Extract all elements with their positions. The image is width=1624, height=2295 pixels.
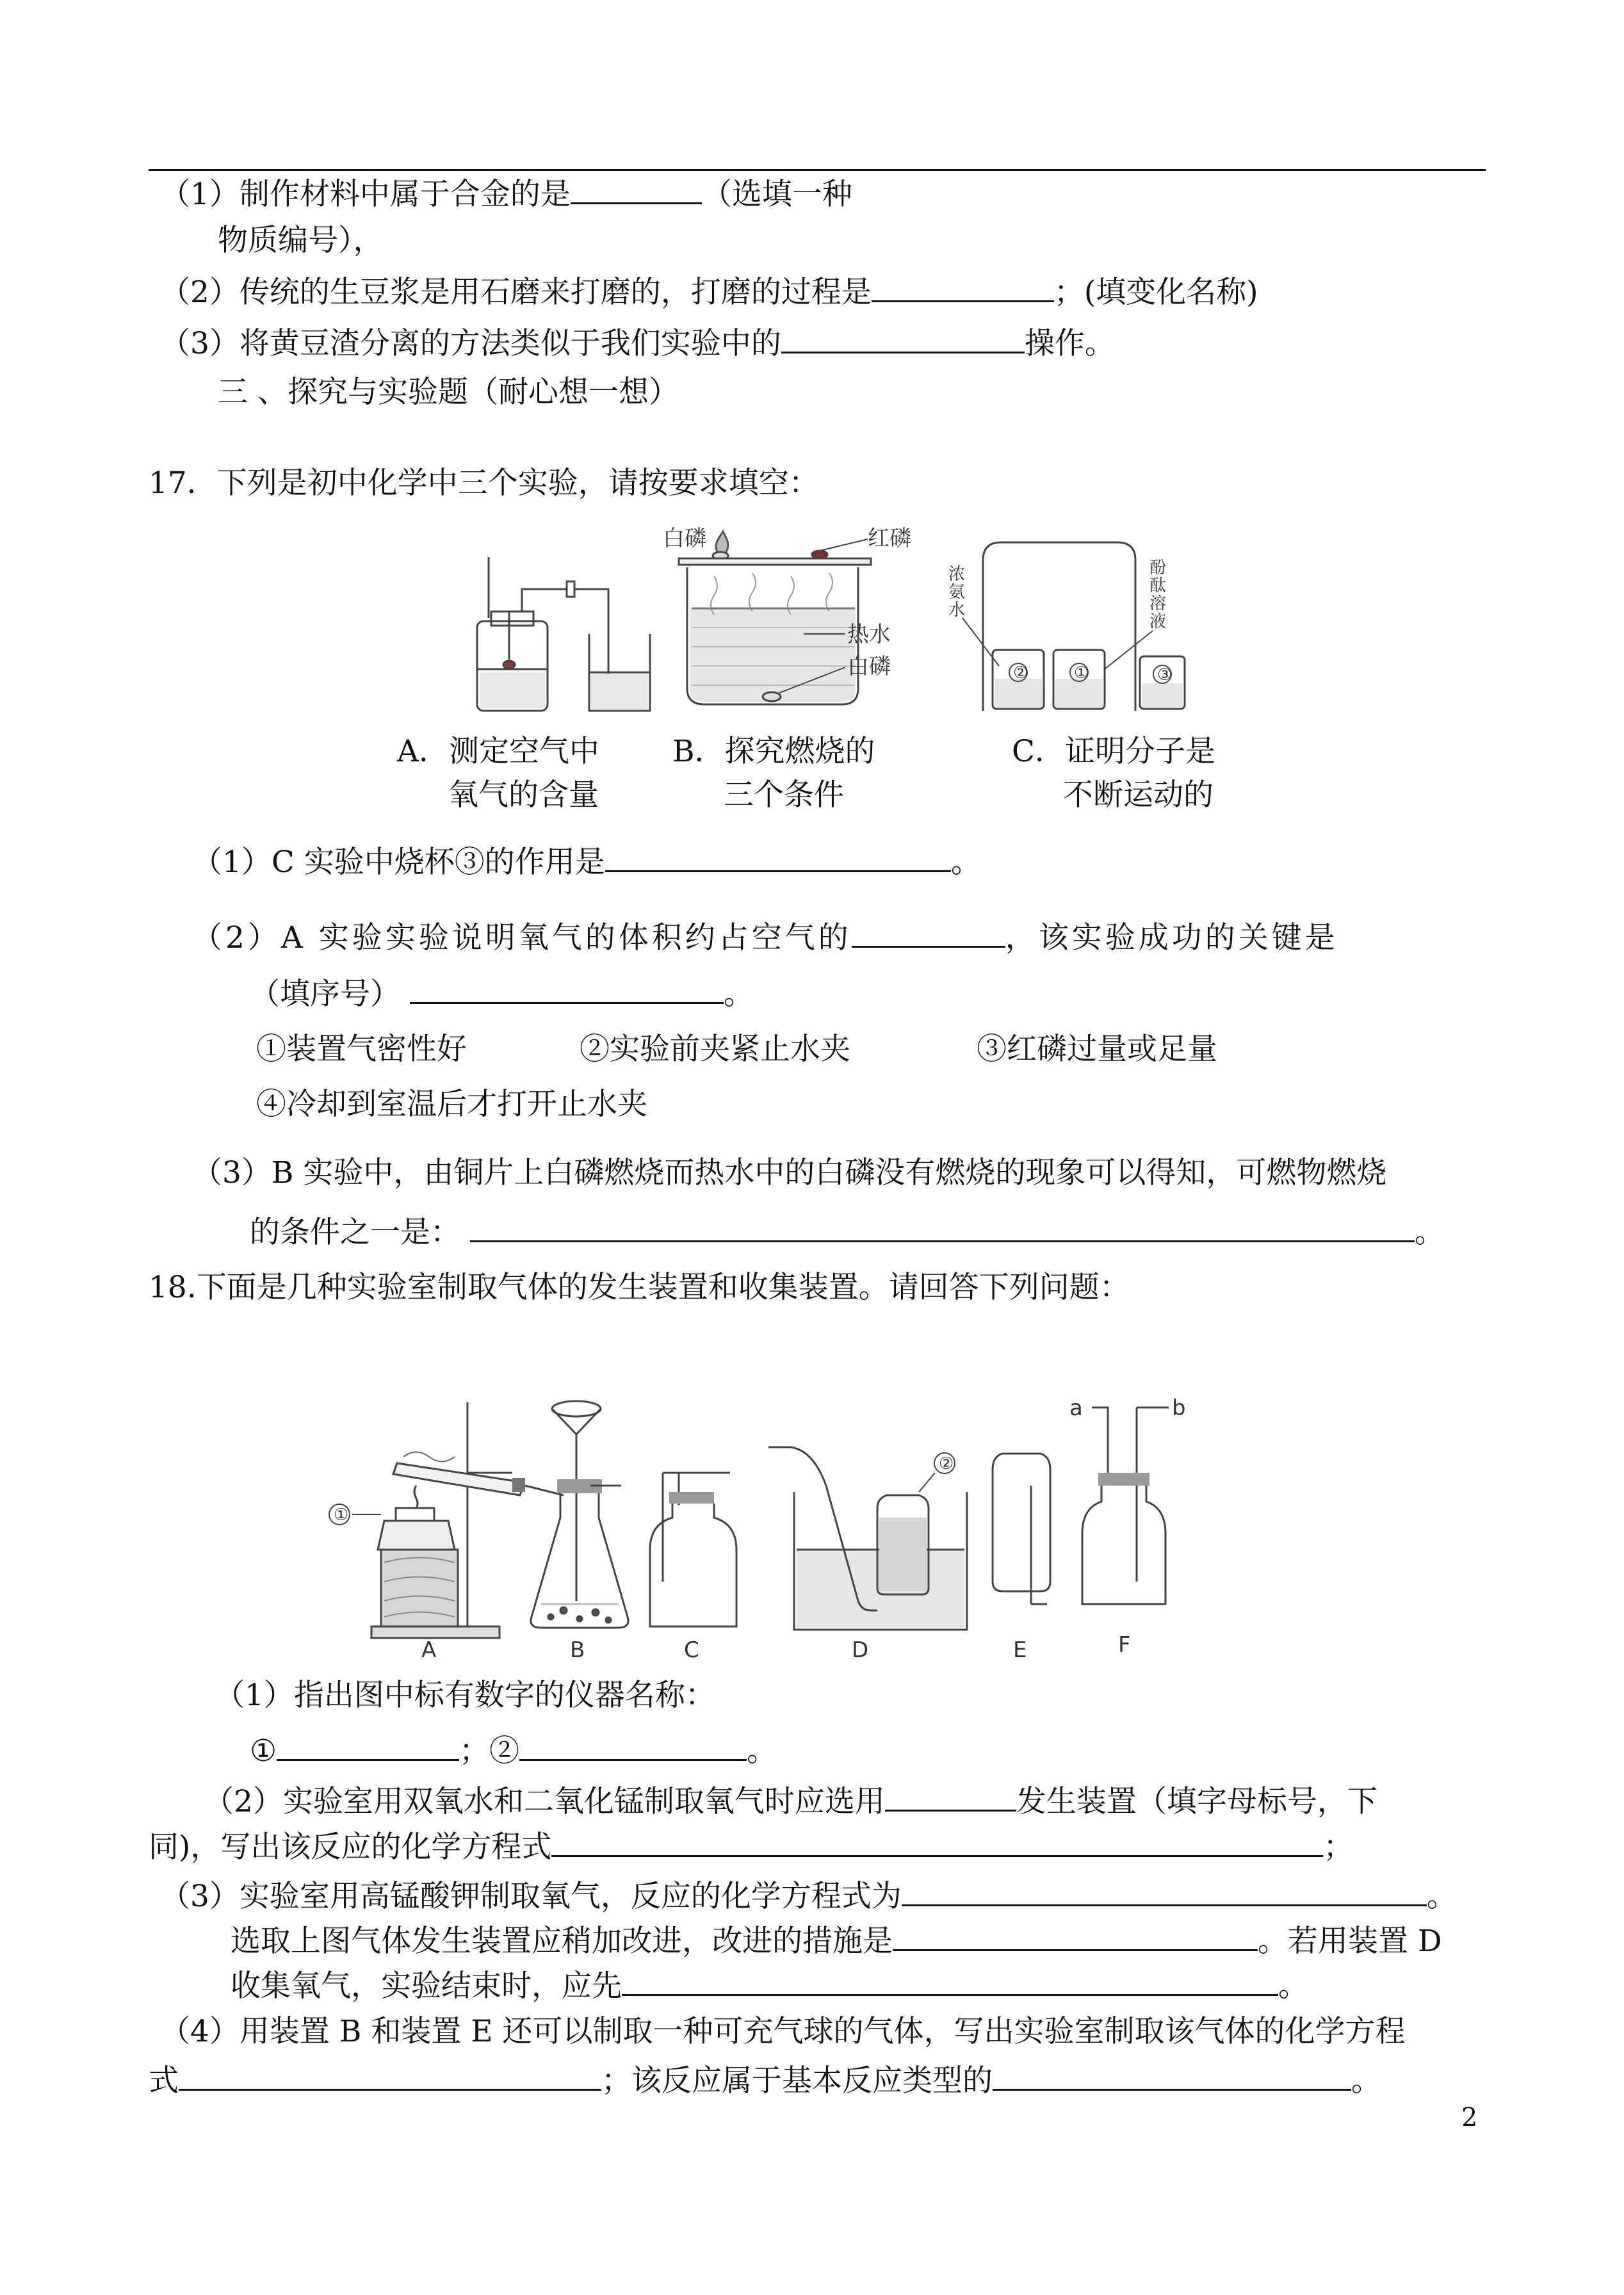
q16-part1-line — [160, 174, 852, 213]
answer-blank[interactable] — [605, 842, 951, 872]
q17-p2-text: （2）A 实验实验说明氧气的体积约占空气的 — [192, 920, 852, 955]
caption-c — [1012, 730, 1215, 817]
figure-b-combustion-apparatus — [644, 525, 925, 717]
label-d: D — [852, 1637, 869, 1663]
q18-p3-line3: 收集氧气，实验结束时，应先 — [231, 1968, 622, 2004]
figure-c-molecule-apparatus — [945, 535, 1188, 717]
q18-p4-end: 。 — [1351, 2063, 1381, 2098]
q18-title: 18.下面是几种实验室制取气体的发生装置和收集装置。请回答下列问题： — [149, 1270, 1130, 1305]
q18-part4-line1: （4）用装置 B 和装置 E 还可以制取一种可充气球的气体，写出实验室制取该气体的化学方程 — [160, 2014, 1406, 2049]
q18-p1-sep: ；② — [459, 1733, 520, 1769]
q16-p3-text: （3）将黄豆渣分离的方法类似于我们实验中的 — [160, 326, 781, 361]
q18-p2-end: ； — [1323, 1829, 1354, 1865]
option-2: ②实验前夹紧止水夹 — [580, 1032, 850, 1067]
q18-part2-line1 — [204, 1781, 1377, 1820]
q16-p1-tail: （选填一种 — [701, 177, 852, 212]
q17-p3-end: 。 — [1414, 1215, 1445, 1250]
caption-c-line1: C．证明分子是 — [1012, 734, 1215, 769]
q16-part1-line2: 物质编号）， — [218, 223, 384, 258]
caption-c-line2: 不断运动的 — [1063, 777, 1214, 813]
option-3: ③红磷过量或足量 — [977, 1032, 1217, 1067]
label-phenol-4: 液 — [1149, 612, 1167, 631]
answer-blank[interactable] — [781, 323, 1025, 353]
label-ammonia-1: 浓 — [948, 565, 966, 584]
answer-blank[interactable] — [551, 1827, 1323, 1857]
q18-p2-line2: 同)，写出该反应的化学方程式 — [149, 1829, 552, 1865]
label-red-phosphorus: 红磷 — [868, 526, 911, 551]
q18-p3-end: 。 — [1426, 1879, 1457, 1914]
q18-p3-line2-end: 。若用装置 D — [1258, 1924, 1442, 1959]
q17-p1-end: 。 — [950, 845, 981, 880]
q17-part2-line — [192, 918, 1338, 956]
section-heading: 三 、探究与实验题（耐心想一想） — [218, 375, 679, 410]
q18-p3-text: （3）实验室用高锰酸钾制取氧气，反应的化学方程式为 — [160, 1879, 902, 1914]
q17-part2-line2 — [250, 974, 754, 1012]
q17-title: 17．下列是初中化学中三个实验，请按要求填空： — [149, 466, 819, 501]
caption-a — [397, 730, 599, 817]
q18-p3-line3-end: 。 — [1278, 1968, 1308, 2004]
label-white-phosphorus-top: 白磷 — [663, 526, 706, 551]
label-b: B — [570, 1637, 585, 1663]
label-f: F — [1118, 1632, 1131, 1658]
q16-p2-text: （2）传统的生豆浆是用石磨来打磨的，打磨的过程是 — [160, 275, 872, 310]
answer-blank[interactable] — [893, 1921, 1258, 1951]
header-rule — [149, 169, 1486, 171]
label-phenol-3: 溶 — [1149, 594, 1167, 613]
answer-blank[interactable] — [179, 2061, 601, 2091]
q18-p1-end: 。 — [747, 1733, 777, 1769]
answer-blank[interactable] — [622, 1966, 1278, 1996]
answer-blank[interactable] — [852, 918, 1005, 948]
q17-p2-end: 。 — [723, 977, 754, 1012]
figure-a-oxygen-apparatus — [471, 557, 669, 717]
q18-part3-line2 — [231, 1921, 1442, 1959]
q16-part2-line — [160, 272, 1258, 311]
answer-blank[interactable] — [571, 174, 702, 204]
option-1: ①装置气密性好 — [256, 1032, 467, 1067]
q18-part4-line2 — [149, 2061, 1381, 2099]
q17-part1-line — [192, 842, 981, 880]
answer-blank[interactable] — [872, 272, 1054, 302]
q16-p2-tail: ；(填变化名称) — [1053, 275, 1258, 310]
label-phenol-1: 酚 — [1149, 558, 1167, 578]
label-a: A — [421, 1637, 437, 1663]
q17-p3-text: 的条件之一是： — [250, 1215, 460, 1250]
label-phenol-2: 酞 — [1149, 576, 1167, 596]
q18-part2-line2 — [149, 1827, 1353, 1865]
q18-p4-text: ；该反应属于基本反应类型的 — [601, 2063, 993, 2098]
q17-part3-line1: （3）B 实验中，由铜片上白磷燃烧而热水中的白磷没有燃烧的现象可以得知，可燃物燃烧 — [192, 1155, 1387, 1190]
option-4: ④冷却到室温后才打开止水夹 — [256, 1087, 647, 1122]
label-ammonia-2: 氨 — [948, 583, 966, 602]
label-beaker-1: ① — [1074, 663, 1089, 683]
q18-part3-line3 — [231, 1966, 1308, 2004]
caption-a-line1: A．测定空气中 — [397, 734, 599, 769]
port-b: b — [1172, 1395, 1186, 1421]
q16-p3-tail: 操作。 — [1024, 326, 1115, 361]
answer-blank[interactable] — [410, 974, 724, 1004]
label-e: E — [1013, 1637, 1027, 1663]
caption-b-line2: 三个条件 — [724, 777, 844, 813]
q18-p1-m1: ① — [250, 1733, 277, 1769]
q18-p3-line2: 选取上图气体发生装置应稍加改进，改进的措施是 — [231, 1924, 893, 1959]
figure-gas-apparatus — [320, 1390, 1217, 1663]
label-c: C — [684, 1637, 699, 1663]
q18-part1-answers — [250, 1731, 777, 1769]
marker-1: ① — [334, 1505, 349, 1525]
label-beaker-2: ② — [1013, 663, 1028, 683]
caption-a-line2: 氧气的含量 — [448, 777, 599, 813]
label-white-phosphorus-bottom: 白磷 — [847, 654, 891, 679]
marker-2: ② — [939, 1454, 954, 1473]
caption-b — [672, 730, 875, 817]
q17-p2-fill: （填序号） — [250, 977, 400, 1012]
q18-part1-title: （1）指出图中标有数字的仪器名称： — [215, 1678, 715, 1713]
q16-p1-text: （1）制作材料中属于合金的是 — [160, 177, 571, 212]
answer-blank[interactable] — [519, 1731, 747, 1761]
q17-p1-text: （1）C 实验中烧杯③的作用是 — [192, 845, 605, 880]
label-ammonia-3: 水 — [948, 601, 966, 620]
q18-p4-shi: 式 — [149, 2063, 179, 2098]
answer-blank[interactable] — [885, 1781, 1016, 1812]
answer-blank[interactable] — [993, 2061, 1351, 2091]
answer-blank[interactable] — [902, 1876, 1427, 1906]
q16-part3-line — [160, 323, 1115, 362]
port-a: a — [1069, 1395, 1083, 1421]
label-beaker-3: ③ — [1157, 665, 1173, 685]
q17-part3-line2 — [250, 1212, 1445, 1251]
q17-p2-tail: ，该实验成功的关键是 — [1005, 920, 1338, 955]
answer-blank[interactable] — [277, 1731, 459, 1761]
page-number: 2 — [1461, 2103, 1478, 2132]
caption-b-line1: B．探究燃烧的 — [672, 734, 875, 769]
q18-part3-line1 — [160, 1876, 1457, 1915]
answer-blank[interactable] — [470, 1212, 1415, 1242]
q18-p2-text: （2）实验室用双氧水和二氧化锰制取氧气时应选用 — [204, 1784, 885, 1819]
q18-p2-tail: 发生装置（填字母标号，下 — [1016, 1784, 1377, 1819]
label-hot-water: 热水 — [847, 622, 891, 647]
